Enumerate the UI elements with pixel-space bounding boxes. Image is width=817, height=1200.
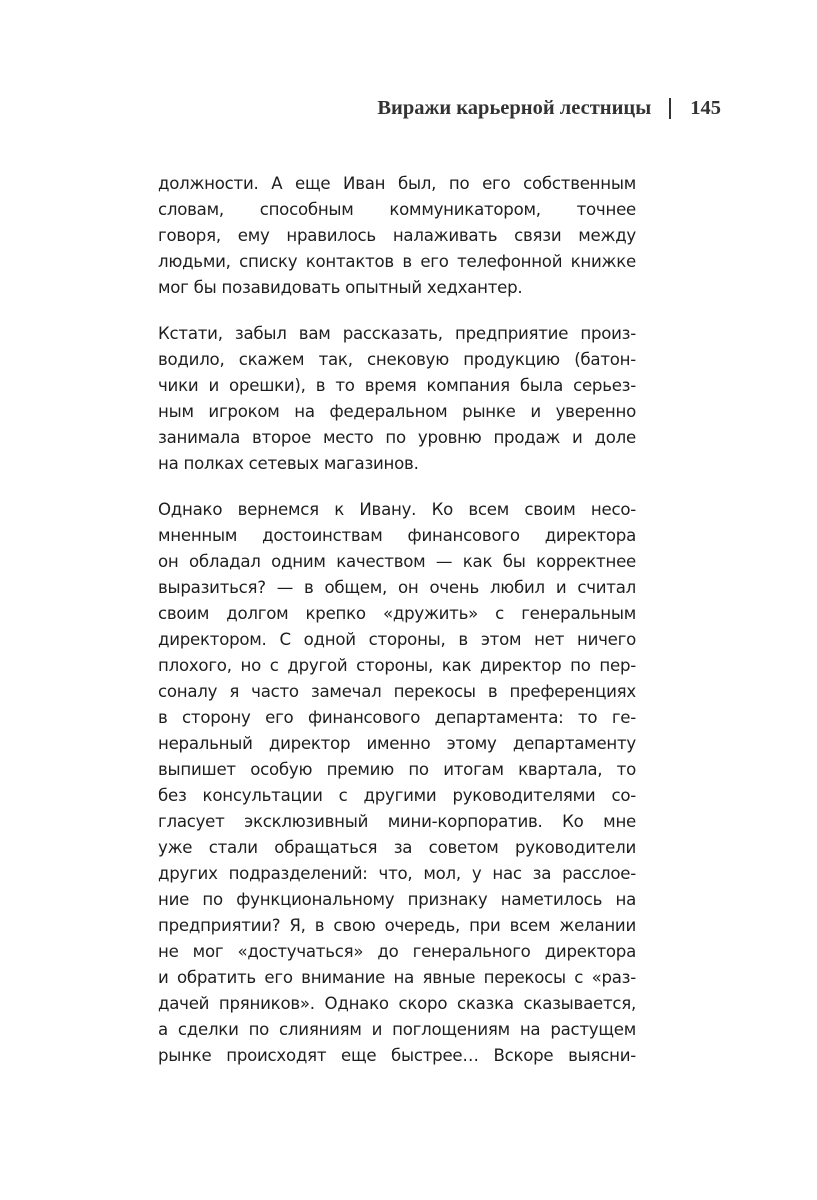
text-line: своим долгом крепко «дружить» с генеральным	[158, 604, 636, 623]
text-line: людьми, списку контактов в его телефонной книжке	[158, 252, 636, 271]
text-line: в сторону его финансового департамента: то ге-	[158, 708, 636, 727]
text-line: говоря, ему нравилось налаживать связи между	[158, 226, 636, 245]
text-line: предприятии? Я, в свою очередь, при всем желании	[158, 916, 636, 935]
header-divider	[669, 98, 671, 119]
text-line: плохого, но с другой стороны, как директор по пер-	[158, 656, 636, 675]
text-line: словам, способным коммуникатором, точнее	[158, 200, 636, 219]
text-line: выразиться? — в общем, он очень любил и считал	[158, 578, 636, 597]
text-line: выпишет особую премию по итогам квартала, то	[158, 760, 636, 779]
text-line: без консультации с другими руководителями со-	[158, 786, 636, 805]
paragraph	[158, 497, 636, 1069]
text-line: и обратить его внимание на явные перекосы с «раз-	[158, 968, 636, 987]
text-line: рынке происходят еще быстрее… Вскоре выясни-	[158, 1046, 636, 1065]
text-line: директором. С одной стороны, в этом нет ничего	[158, 630, 636, 649]
text-line: гласует эксклюзивный мини-корпоратив. Ко мне	[158, 812, 636, 831]
text-line: на полках сетевых магазинов.	[158, 454, 419, 473]
text-line: дачей пряников». Однако скоро сказка сказывается,	[158, 994, 636, 1013]
text-line: Однако вернемся к Ивану. Ко всем своим несо-	[158, 500, 636, 519]
text-line: чики и орешки), в то время компания была серьез-	[158, 376, 636, 395]
text-line: ние по функциональному признаку наметилось на	[158, 890, 636, 909]
text-line: других подразделений: что, мол, у нас за расслое-	[158, 864, 636, 883]
paragraph	[158, 171, 636, 301]
text-line: а сделки по слияниям и поглощениям на растущем	[158, 1020, 636, 1039]
paragraph	[158, 321, 636, 477]
text-line: неральный директор именно этому департаменту	[158, 734, 636, 753]
text-line: Кстати, забыл вам рассказать, предприятие произ-	[158, 324, 636, 343]
body-text	[158, 171, 636, 1089]
page-number: 145	[690, 96, 721, 119]
text-line: не мог «достучаться» до генерального директора	[158, 942, 636, 961]
text-line: он обладал одним качеством — как бы корректнее	[158, 552, 636, 571]
text-line: соналу я часто замечал перекосы в преференциях	[158, 682, 636, 701]
text-line: уже стали обращаться за советом руководители	[158, 838, 636, 857]
text-line: занимала второе место по уровню продаж и доле	[158, 428, 636, 447]
text-line: ным игроком на федеральном рынке и уверенно	[158, 402, 636, 421]
text-line: мог бы позавидовать опытный хедхантер.	[158, 278, 523, 297]
running-head	[377, 93, 721, 123]
text-line: водило, скажем так, снековую продукцию (батон-	[158, 350, 636, 369]
text-line: мненным достоинствам финансового директора	[158, 526, 636, 545]
text-line: должности. А еще Иван был, по его собственным	[158, 174, 636, 193]
chapter-title: Виражи карьерной лестницы	[377, 96, 652, 119]
